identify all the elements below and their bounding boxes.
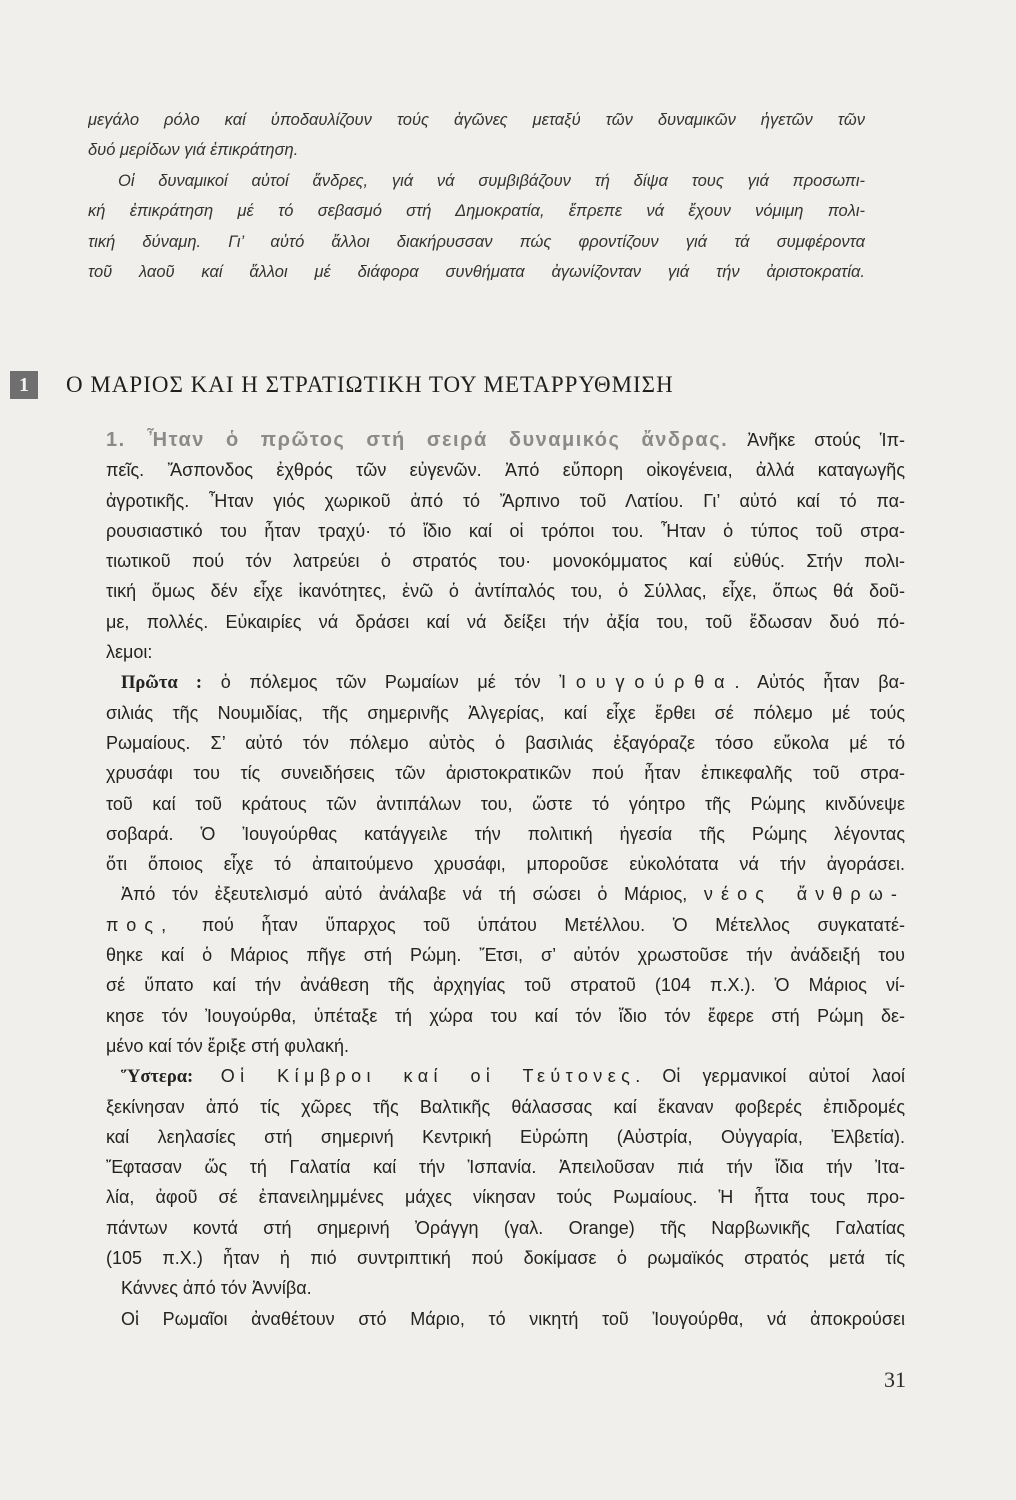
paragraph-number: 1. <box>106 429 147 451</box>
text-line <box>106 667 905 697</box>
text-run: Ἀπό τόν ἐξευτελισμό αὐτό ἀνάλαβε νά τή σώσει ὁ Μάριος, <box>121 884 704 905</box>
text-line: Οἱ Ρωμαῖοι ἀναθέτουν στό Μάριο, τό νικητή τοῦ Ἰουγούρθα, νά ἀποκρούσει <box>121 1308 905 1329</box>
text-line: Ἔφτασαν ὥς τή Γαλατία καί τήν Ἰσπανία. Ἀπειλοῦσαν πιά τήν ἴδια τήν Ἰτα- <box>106 1157 905 1178</box>
text-line: Οἱ δυναμικοί αὐτοί ἄνδρες, γιά νά συμβιβάζουν τή δίψα τους γιά προσωπι- <box>118 171 865 190</box>
text-line: πεῖς. Ἄσπονδος ἐχθρός τῶν εὐγενῶν. Ἀπό εὔπορη οἰκογένεια, ἀλλά καταγωγῆς <box>106 460 905 481</box>
text-line: λία, ἀφοῦ σέ ἐπανειλημμένες μάχες νίκησαν τούς Ρωμαίους. Ἡ ἧττα τους προ- <box>106 1187 905 1208</box>
text-line: Ρωμαίους. Σ’ αὐτό τόν πόλεμο αὐτὸς ὁ βασιλιάς ἐξαγόραζε τόσο εὔκολα μέ τό <box>106 732 905 753</box>
text-line: ὅτι ὅποιος εἶχε τό ἀπαιτούμενο χρυσάφι, μποροῦσε εὐκολότατα νά τήν ἀγοράσει. <box>106 854 905 875</box>
text-run: ὁ πόλεμος τῶν Ρωμαίων μέ τόν <box>202 672 560 693</box>
emphasis-label: Πρῶτα : <box>121 673 203 694</box>
text-line: Κάννες ἀπό τόν Ἀννίβα. <box>121 1278 312 1299</box>
text-line: μένο καί τόν ἔριξε στή φυλακή. <box>106 1035 349 1056</box>
section-number-badge: 1 <box>10 371 38 399</box>
text-line <box>106 425 905 455</box>
text-line <box>106 910 905 940</box>
text-line: κησε τόν Ἰουγούρθα, ὑπέταξε τή χώρα του καί τόν ἴδιο τόν ἔφερε στή Ρώμη δε- <box>106 1005 905 1026</box>
text-line: κή ἐπικράτηση μέ τό σεβασμό στή Δημοκρατία, ἔπρεπε νά ἔχουν νόμιμη πολι- <box>88 202 865 221</box>
text-line <box>106 879 905 909</box>
text-run: . Οἱ γερμανικοί αὐτοί λαοί <box>635 1066 905 1087</box>
spaced-phrase: Οἱ Κίμβροι καί οἱ Τεύτονες <box>193 1066 636 1087</box>
text-line: τική δύναμη. Γι’ αὐτό ἄλλοι διακήρυσσαν πώς φροντίζουν γιά τά συμφέροντα <box>88 232 865 251</box>
text-line: (105 π.Χ.) ἦταν ἡ πιό συντριπτική πού δοκίμασε ὁ ρωμαϊκός στρατός μετά τίς <box>106 1248 905 1269</box>
text-line: σοβαρά. Ὁ Ἰουγούρθας κατάγγειλε τήν πολιτική ἡγεσία τῆς Ρώμης λέγοντας <box>106 823 905 844</box>
text-line: σιλιάς τῆς Νουμιδίας, τῆς σημερινῆς Ἀλγερίας, καί εἶχε ἔρθει σέ πόλεμο μέ τούς <box>106 702 905 723</box>
text-line: σέ ὕπατο καί τήν ἀνάθεση τῆς ἀρχηγίας τοῦ στρατοῦ (104 π.Χ.). Ὁ Μάριος νί- <box>106 975 905 996</box>
text-line: ρουσιαστικό του ἦταν τραχύ· τό ἴδιο καί οἱ τρόποι του. Ἦταν ὁ τύπος τοῦ στρα- <box>106 520 905 541</box>
text-line: τική ὅμως δέν εἶχε ἱκανότητες, ἐνῶ ὁ ἀντίπαλός του, ὁ Σύλλας, εἶχε, ὅπως θά δοῦ- <box>106 581 905 602</box>
body-text <box>106 425 905 1334</box>
emphasis-label: Ὕστερα: <box>121 1067 194 1088</box>
text-run: Ἀνῆκε στούς Ἱπ- <box>728 430 905 450</box>
text-line: μεγάλο ρόλο καί ὑποδαυλίζουν τούς ἀγῶνες μεταξύ τῶν δυναμικῶν ἡγετῶν τῶν <box>88 111 865 129</box>
text-line: δυό μερίδων γιά ἐπικράτηση. <box>88 141 299 160</box>
page-number: 31 <box>884 1367 906 1392</box>
text-line: λεμοι: <box>106 642 153 663</box>
text-run: πού ἦταν ὕπαρχος τοῦ ὑπάτου Μετέλλου. Ὁ Μέτελλος συγκατατέ- <box>174 914 905 935</box>
text-line: με, πολλές. Εὐκαιρίες νά δράσει καί νά δείξει τήν ἀξία του, τοῦ ἔδωσαν δυό πό- <box>106 611 905 632</box>
text-line: καί λεηλασίες στή σημερινή Κεντρική Εὐρώπη (Αὐστρία, Οὐγγαρία, Ἐλβετία). <box>106 1126 905 1147</box>
spaced-name: Ἰουγούρθα <box>559 672 735 693</box>
spaced-phrase: νέος ἄνθρω- <box>703 884 905 905</box>
text-line: τιωτικοῦ πού τόν λατρεύει ὁ στρατός του· μονοκόμματος καί εὐθύς. Στήν πολι- <box>106 551 905 572</box>
text-line: θηκε καί ὁ Μάριος πῆγε στή Ρώμη. Ἔτσι, σ’ αὐτόν χρωστοῦσε τήν ἀνάδειξή του <box>106 945 905 966</box>
text-line: τοῦ καί τοῦ κράτους τῶν ἀντιπάλων του, ὥστε τό γόητρο τῆς Ρώμης κινδύνεψε <box>106 793 905 814</box>
section-title: Ο ΜΑΡΙΟΣ ΚΑΙ Η ΣΤΡΑΤΙΩΤΙΚΗ ΤΟΥ ΜΕΤΑΡΡΥΘΜΙΣΗ <box>66 372 674 397</box>
text-line: χρυσάφι του τίς συνειδήσεις τῶν ἀριστοκρατικῶν πού ἦταν ἐπικεφαλῆς τοῦ στρα- <box>106 763 905 784</box>
text-line: τοῦ λαοῦ καί ἄλλοι μέ διάφορα συνθήματα ἀγωνίζονταν γιά τήν ἀριστοκρατία. <box>88 262 865 281</box>
text-run: . Αὐτός ἦταν βα- <box>734 672 905 693</box>
intro-paragraph <box>88 105 865 287</box>
text-line <box>106 1061 905 1091</box>
paragraph-lead: Ἦταν ὁ πρῶτος στή σειρά δυναμικός ἄνδρας. <box>146 429 729 451</box>
text-line: ξεκίνησαν ἀπό τίς χῶρες τῆς Βαλτικῆς θάλασσας καί ἔκαναν φοβερές ἐπιδρομές <box>106 1096 905 1117</box>
spaced-phrase: πος, <box>106 914 175 935</box>
text-line: ἀγροτικῆς. Ἦταν γιός χωρικοῦ ἀπό τό Ἄρπινο τοῦ Λατίου. Γι’ αὐτό καί τό πα- <box>106 490 905 511</box>
text-line: πάντων κοντά στή σημερινή Ὀράγγη (γαλ. Orange) τῆς Ναρβωνικῆς Γαλατίας <box>106 1217 905 1238</box>
